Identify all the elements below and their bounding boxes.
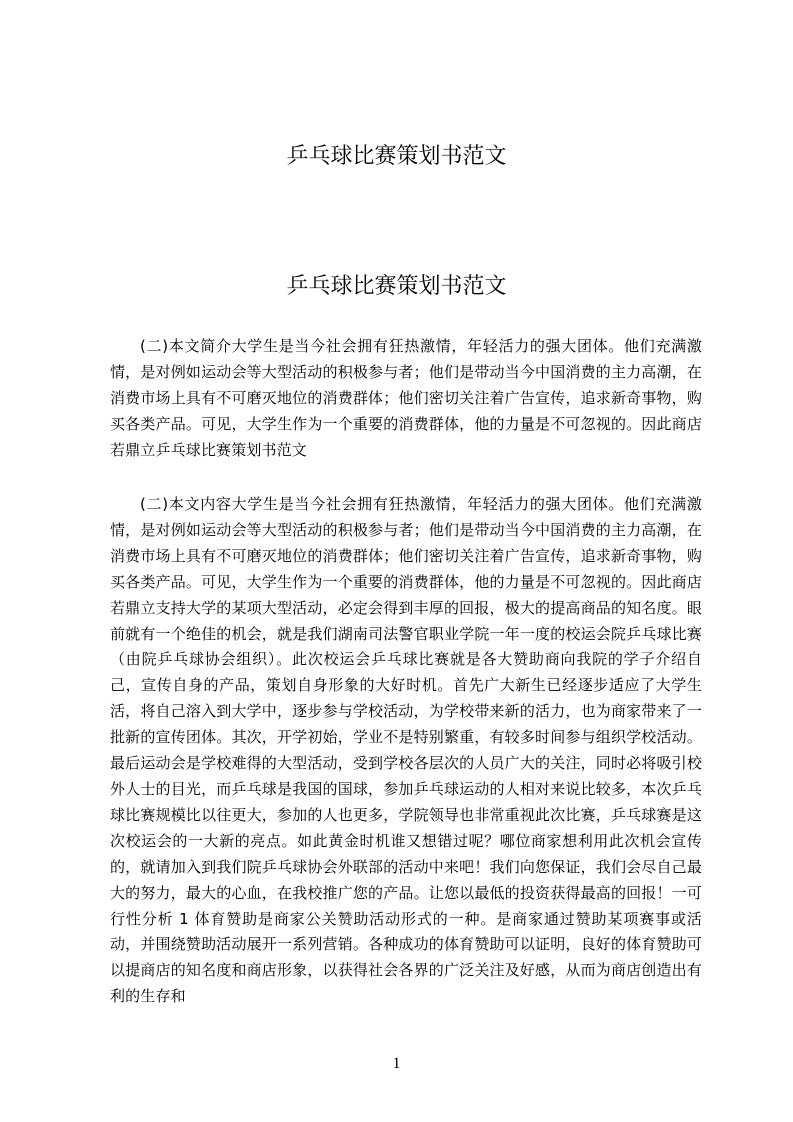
document-title: 乒乓球比赛策划书范文 [286,274,507,299]
page-number: 1 [392,1055,401,1072]
paragraph-content: (二)本文内容大学生是当今社会拥有狂热激情，年轻活力的强大团体。他们充满激情，是对例如运动会等大型活动的积极参与者；他们是带动当今中国消费的主力高潮，在消费市场上具有不可磨灭地位的消费群体；他们密切关注着广告宣传，追求新奇事物，购买各类产品。可见，大学生作为一个重要的消费群体，他的力量是不可忽视的。因此商店若鼎立支持大学的某项大型活动，必定会得到丰厚的回报，极大的提高商品的知名度。眼前就有一个绝佳的机会，就是我们湖南司法警官职业学院一年一度的校运会院乒乓球比赛（由院乒乓球协会组织）。此次校运会乒乓球比赛就是各大赞助商向我院的学子介绍自己，宣传自身的产品，策划自身形象的大好时机。首先广大新生已经逐步适应了大学生活，将自己溶入到大学中，逐步参与学校活动，为学校带来新的活力，也为商家带来了一批新的宣传团体。其次，开学初始，学业不是特别繁重，有较多时间参与组织学校活动。最后运动会是学校难得的大型活动，受到学校各层次的人员广大的关注，同时必将吸引校外人士的目光，而乒乓球是我国的国球，参加乒乓球运动的人相对来说比较多，本次乒乓球比赛规模比以往更大，参加的人也更多，学院领导也非常重视此次比赛，乒乓球赛是这次校运会的一大新的亮点。如此黄金时机谁又想错过呢？哪位商家想利用此次机会宣传的，就请加入到我们院乒乓球协会外联部的活动中来吧！我们向您保证，我们会尽自己最大的努力，最大的心血，在我校推广您的产品。让您以最低的投资获得最高的回报！一可行性分析 1 体育赞助是商家公关赞助活动形式的一种。是商家通过赞助某项赛事或活动，并围绕赞助活动展开一系列营销。各种成功的体育赞助可以证明，良好的体育赞助可以提商店的知名度和商店形象，以获得社会各界的广泛关注及好感，从而为商店创造出有利的生存和 [110,495,702,1006]
document-header-title: 乒乓球比赛策划书范文 [286,144,507,169]
paragraph-summary: (二)本文简介大学生是当今社会拥有狂热激情，年轻活力的强大团体。他们充满激情，是对例如运动会等大型活动的积极参与者；他们是带动当今中国消费的主力高潮，在消费市场上具有不可磨灭地位的消费群体；他们密切关注着广告宣传，追求新奇事物，购买各类产品。可见，大学生作为一个重要的消费群体，他的力量是不可忽视的。因此商店若鼎立乒乓球比赛策划书范文 [110,337,702,459]
